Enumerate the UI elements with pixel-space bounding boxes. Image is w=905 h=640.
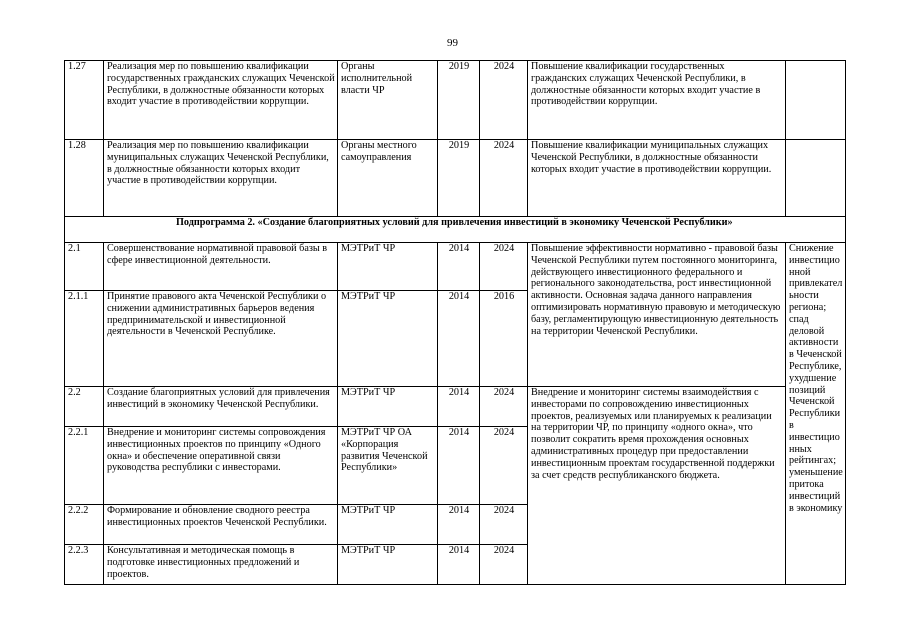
- action-cell: Внедрение и мониторинг системы сопровождения инвестиционных проектов по принципу «Одного окна» и обеспечение оперативной связи руководства республики с инвесторами.: [104, 427, 338, 505]
- start-year-cell: 2019: [438, 140, 480, 217]
- table-row: [65, 61, 846, 140]
- executor-cell: МЭТРиТ ЧР: [338, 387, 438, 427]
- start-year-cell: 2019: [438, 61, 480, 140]
- row-number: 1.27: [65, 61, 104, 140]
- merged-result-cell-1: Повышение эффективности нормативно - правовой базы Чеченской Республики путем постоянного мониторинга, действующего инвестиционного федерального и регионального законодательства, рост инвестиционной активности. Основная задача данного направления оптимизировать нормативную правовую и методическую базу, регламентирующую инвестиционную деятельность на территории Чеченской Республики.: [528, 243, 786, 387]
- table-row: [65, 243, 846, 291]
- merged-consequence-cell: Снижение инвестиционной привлекательности региона; спад деловой активности в Чеченской Республике, ухудшение позиций Чеченской Республики в инвестиционных рейтингах; уменьшение притока инвестиций в экономику: [786, 243, 846, 585]
- row-number: 2.1.1: [65, 291, 104, 387]
- consequence-cell: [786, 140, 846, 217]
- action-cell: Реализация мер по повышению квалификации государственных гражданских служащих Чеченской Республики, в должностные обязанности которых входит участие в противодействии коррупции.: [104, 61, 338, 140]
- executor-cell: МЭТРиТ ЧР: [338, 243, 438, 291]
- measures-table: [64, 60, 846, 585]
- row-number: 2.2.3: [65, 545, 104, 585]
- start-year-cell: 2014: [438, 505, 480, 545]
- consequence-cell: [786, 61, 846, 140]
- executor-cell: МЭТРиТ ЧР: [338, 545, 438, 585]
- end-year-cell: 2016: [480, 291, 528, 387]
- start-year-cell: 2014: [438, 291, 480, 387]
- row-number: 2.2.1: [65, 427, 104, 505]
- action-cell: Формирование и обновление сводного реестра инвестиционных проектов Чеченской Республики.: [104, 505, 338, 545]
- merged-result-cell-2: Внедрение и мониторинг системы взаимодействия с инвесторами по сопровождению инвестиционных проектов, реализуемых или планируемых к реализации на территории ЧР, по принципу «одного окна», что позволит сократить время прохождения основных административных процедур при предоставлении инвестиционным проектам государственной поддержки за счет средств республиканского бюджета.: [528, 387, 786, 585]
- end-year-cell: 2024: [480, 427, 528, 505]
- end-year-cell: 2024: [480, 243, 528, 291]
- executor-cell: МЭТРиТ ЧР: [338, 505, 438, 545]
- result-cell: Повышение квалификации муниципальных служащих Чеченской Республики, в должностные обязанности которых входит участие в противодействии коррупции.: [528, 140, 786, 217]
- start-year-cell: 2014: [438, 427, 480, 505]
- end-year-cell: 2024: [480, 505, 528, 545]
- subprogram-header-row: [65, 217, 846, 243]
- action-cell: Совершенствование нормативной правовой базы в сфере инвестиционной деятельности.: [104, 243, 338, 291]
- action-cell: Принятие правового акта Чеченской Республики о снижении административных барьеров ведения предпринимательской и инвестиционной деятельности в Чеченской Республике.: [104, 291, 338, 387]
- executor-cell: МЭТРиТ ЧР ОА «Корпорация развития Чеченской Республики»: [338, 427, 438, 505]
- subprogram-title: [65, 217, 846, 243]
- end-year-cell: 2024: [480, 545, 528, 585]
- table-row: [65, 387, 846, 427]
- row-number: 2.2.2: [65, 505, 104, 545]
- action-cell: Реализация мер по повышению квалификации муниципальных служащих Чеченской Республики, в должностные обязанности которых входит участие в противодействии коррупции.: [104, 140, 338, 217]
- start-year-cell: 2014: [438, 243, 480, 291]
- executor-cell: Органы местного самоуправления: [338, 140, 438, 217]
- end-year-cell: 2024: [480, 61, 528, 140]
- executor-cell: МЭТРиТ ЧР: [338, 291, 438, 387]
- start-year-cell: 2014: [438, 545, 480, 585]
- row-number: 2.2: [65, 387, 104, 427]
- start-year-cell: 2014: [438, 387, 480, 427]
- row-number: 2.1: [65, 243, 104, 291]
- end-year-cell: 2024: [480, 387, 528, 427]
- table-row: [65, 140, 846, 217]
- action-cell: Создание благоприятных условий для привлечения инвестиций в экономику Чеченской Республики.: [104, 387, 338, 427]
- subprogram-title-text: Подпрограмма 2. «Создание благоприятных условий для привлечения инвестиций в экономику Чеченской Республики»: [176, 217, 733, 228]
- result-cell: Повышение квалификации государственных гражданских служащих Чеченской Республики, в должностные обязанности которых входит участие в противодействии коррупции.: [528, 61, 786, 140]
- end-year-cell: 2024: [480, 140, 528, 217]
- action-cell: Консультативная и методическая помощь в подготовке инвестиционных предложений и проектов.: [104, 545, 338, 585]
- page-number: 99: [447, 37, 458, 49]
- row-number: 1.28: [65, 140, 104, 217]
- executor-cell: Органы исполнительной власти ЧР: [338, 61, 438, 140]
